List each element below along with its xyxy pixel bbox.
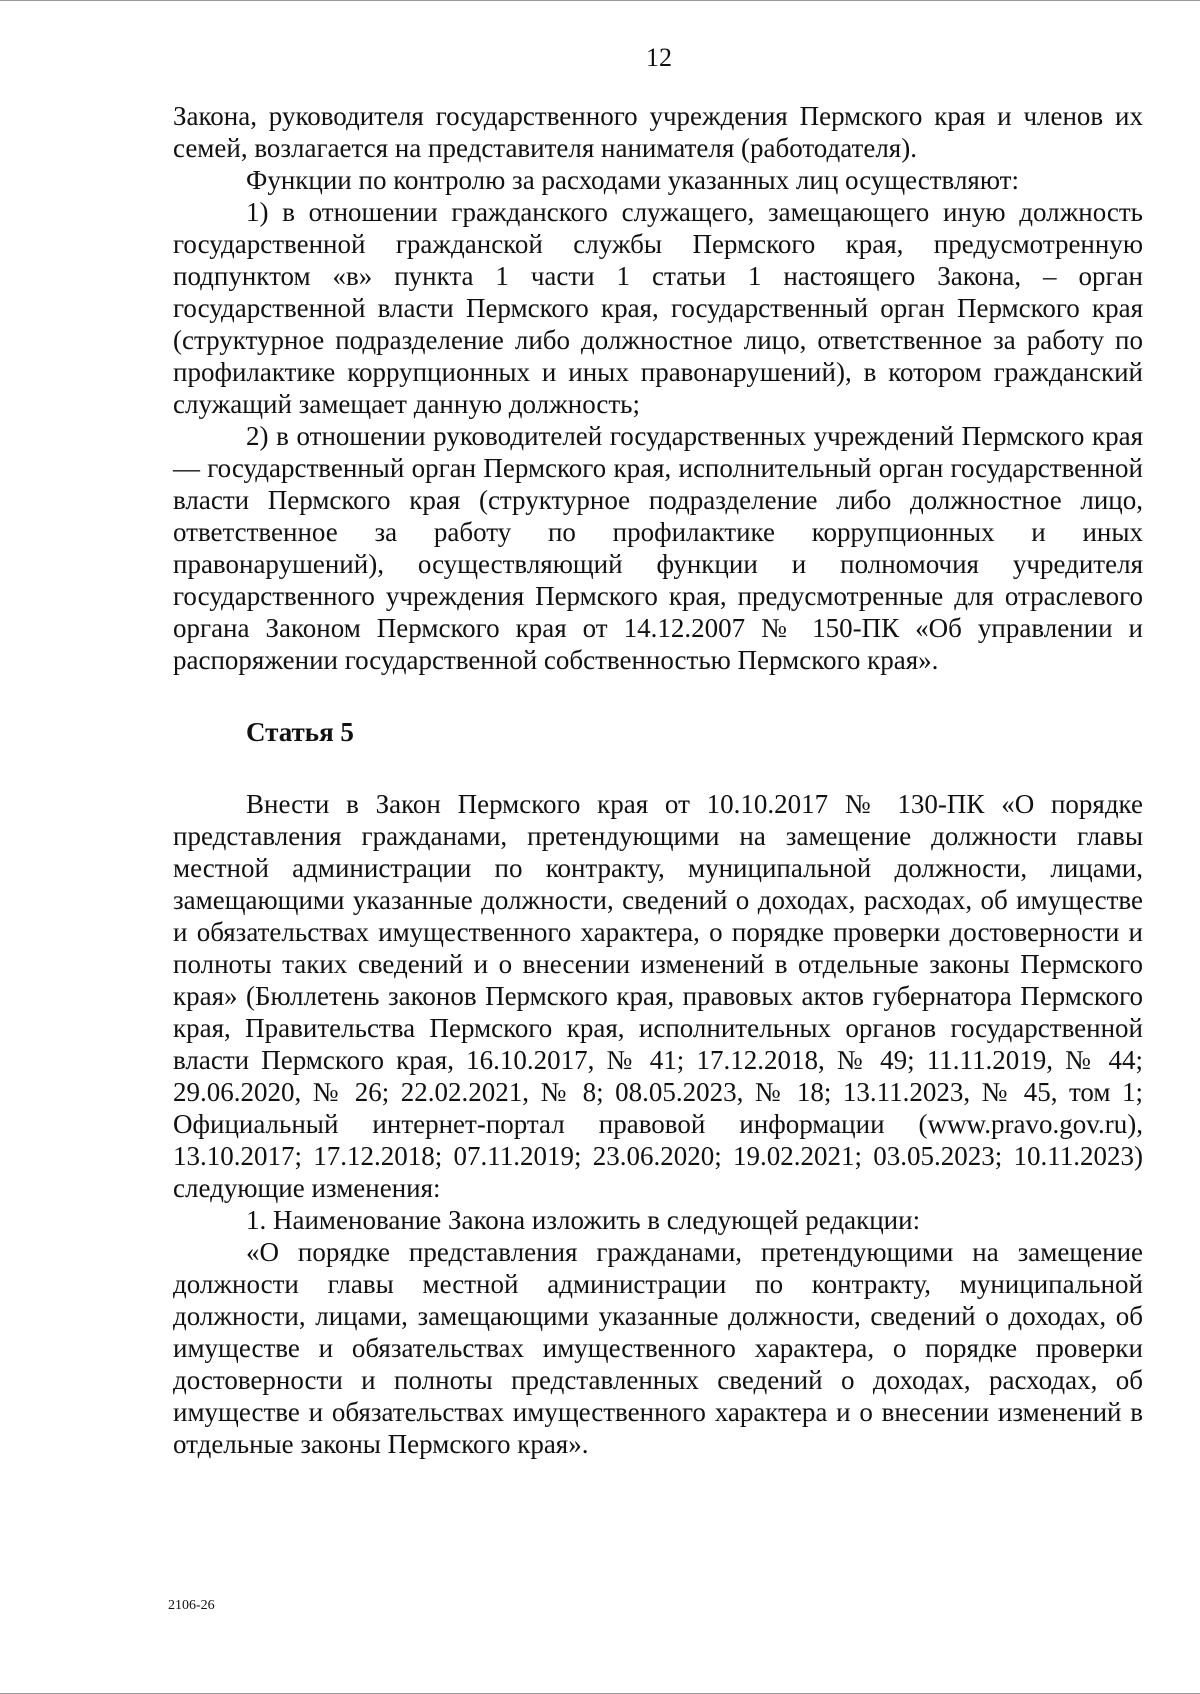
scan-edge-top [0,0,1200,1]
paragraph-item-1: 1) в отношении гражданского служащего, замещающего иную должность государственной гражданской службы Пермского края, предусмотренную подпунктом «в» пункта 1 части 1 статьи 1 настоящего Закона, – орган государственной власти Пермского края, государственный орган Пермского края (структурное подразделение либо должностное лицо, ответственное за работу по профилактике коррупционных и иных правонарушений), в котором гражданский служащий замещает данную должность; [173,197,1143,419]
article-heading: Статья 5 [246,717,354,747]
paragraph-law-title-quote: «О порядке представления гражданами, претендующими на замещение должности главы местной администрации по контракту, муниципальной должности, лицами, замещающими указанные должности, сведений о доходах, об имуществе и обязательствах имущественного характера, о порядке проверки достоверности и полноты представленных сведений о доходах, расходах, об имуществе и обязательствах имущественного характера и о внесении изменений в отдельные законы Пермского края». [173,1237,1143,1459]
paragraph-continuation: Закона, руководителя государственного учреждения Пермского края и членов их семей, возлагается на представителя нанимателя (работодателя). [173,101,1143,163]
page-number: 12 [646,43,672,72]
paragraph-amendment-point-1: 1. Наименование Закона изложить в следующей редакции: [246,1205,921,1235]
paragraph-amendment-intro: Внести в Закон Пермского края от 10.10.2017 № 130-ПК «О порядке представления гражданами, претендующими на замещение должности главы местной администрации по контракту, муниципальной должности, лицами, замещающими указанные должности, сведений о доходах, расходах, об имуществе и обязательствах имущественного характера, о порядке проверки достоверности и полноты таких сведений и о внесении изменений в отдельные законы Пермского края» (Бюллетень законов Пермского края, правовых актов губернатора Пермского края, Правительства Пермского края, исполнительных органов государственной власти Пермского края, 16.10.2017, № 41; 17.12.2018, № 49; 11.11.2019, № 44; 29.06.2020, № 26; 22.02.2021, № 8; 08.05.2023, № 18; 13.11.2023, № 45, том 1; Официальный интернет-портал правовой информации (www.pravo.gov.ru), 13.10.2017; 17.12.2018; 07.11.2019; 23.06.2020; 19.02.2021; 03.05.2023; 10.11.2023) следующие изменения: [173,789,1143,1203]
document-body [173,100,1143,1460]
paragraph-item-2: 2) в отношении руководителей государственных учреждений Пермского края — государственный орган Пермского края, исполнительный орган государственной власти Пермского края (структурное подразделение либо должностное лицо, ответственное за работу по профилактике коррупционных и иных правонарушений), осуществляющий функции и полномочия учредителя государственного учреждения Пермского края, предусмотренные для отраслевого органа Законом Пермского края от 14.12.2007 № 150-ПК «Об управлении и распоряжении государственной собственностью Пермского края». [173,421,1143,675]
paragraph-control-functions: Функции по контролю за расходами указанных лиц осуществляют: [246,165,1019,195]
footer-document-code: 2106-26 [168,1598,215,1613]
